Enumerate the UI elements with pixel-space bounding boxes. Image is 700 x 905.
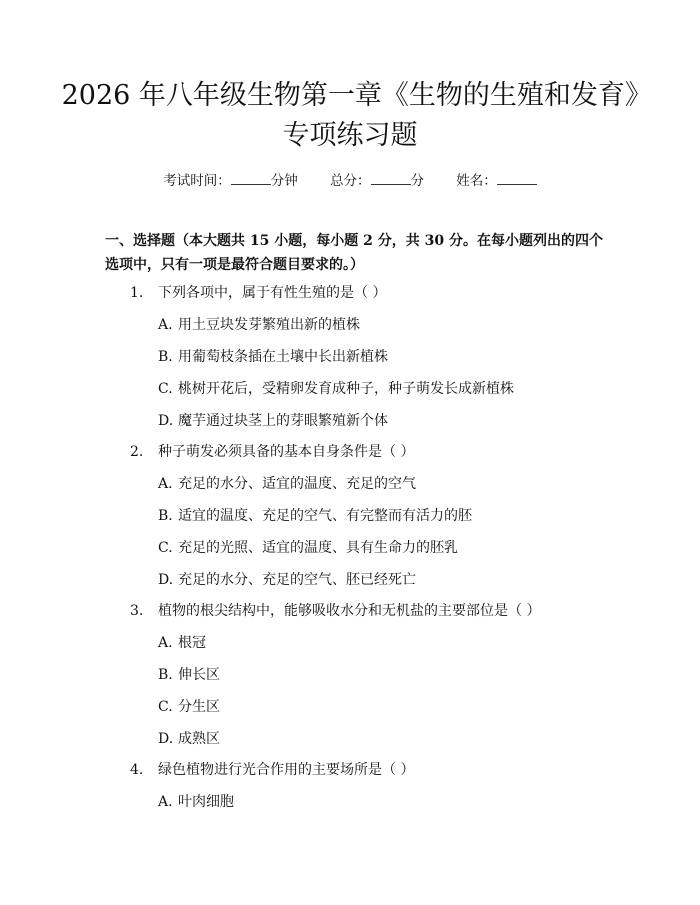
option-text: 充足的水分、适宜的温度、充足的空气 bbox=[178, 476, 416, 492]
page-title: 2026 年八年级生物第一章《生物的生殖和发育》专项练习题 bbox=[61, 80, 639, 151]
option-text: 伸长区 bbox=[178, 667, 220, 683]
option-label: B. bbox=[158, 667, 173, 683]
score-label: 总分： bbox=[330, 173, 371, 189]
question-text: 种子萌发必须具备的基本自身条件是（ ） bbox=[158, 444, 415, 460]
score-blank bbox=[371, 172, 411, 185]
option-text: 充足的光照、适宜的温度、具有生命力的胚乳 bbox=[178, 540, 458, 556]
option-text: 适宜的温度、充足的空气、有完整而有活力的胚 bbox=[178, 508, 472, 524]
option-text: 分生区 bbox=[178, 699, 220, 715]
time-label: 考试时间： bbox=[163, 173, 231, 189]
question-number: 3. bbox=[130, 603, 144, 619]
question-number: 2. bbox=[130, 444, 144, 460]
option-label: A. bbox=[158, 635, 173, 651]
time-blank bbox=[231, 172, 271, 185]
option-label: C. bbox=[158, 540, 173, 556]
name-field bbox=[456, 169, 537, 189]
question-text: 植物的根尖结构中，能够吸收水分和无机盐的主要部位是（ ） bbox=[158, 603, 541, 619]
question-text: 绿色植物进行光合作用的主要场所是（ ） bbox=[158, 762, 415, 778]
score-unit: 分 bbox=[410, 173, 424, 189]
option-label: C. bbox=[158, 381, 173, 397]
option-label: B. bbox=[158, 508, 173, 524]
question-text: 下列各项中，属于有性生殖的是（ ） bbox=[158, 285, 387, 301]
section-heading: 一、选择题（本大题共 15 小题，每小题 2 分，共 30 分。在每小题列出的四个选项中，只有一项是最符合题目要求的。） bbox=[105, 233, 603, 273]
option-text: 成熟区 bbox=[178, 731, 220, 747]
option-label: D. bbox=[158, 572, 174, 588]
option-text: 桃树开花后，受精卵发育成种子，种子萌发长成新植株 bbox=[178, 381, 514, 397]
option-label: A. bbox=[158, 476, 173, 492]
option-text: 根冠 bbox=[178, 635, 206, 651]
question-number: 1. bbox=[130, 285, 144, 301]
exam-time-field bbox=[163, 169, 298, 189]
name-label: 姓名： bbox=[456, 173, 497, 189]
time-unit: 分钟 bbox=[270, 173, 298, 189]
option-text: 叶肉细胞 bbox=[178, 794, 234, 810]
option-text: 用葡萄枝条插在土壤中长出新植株 bbox=[178, 349, 388, 365]
exam-info bbox=[0, 169, 700, 189]
option-label: A. bbox=[158, 794, 173, 810]
option-label: B. bbox=[158, 349, 173, 365]
option-label: C. bbox=[158, 699, 173, 715]
question-number: 4. bbox=[130, 762, 144, 778]
name-blank bbox=[497, 172, 537, 185]
total-score-field bbox=[330, 169, 424, 189]
option-label: A. bbox=[158, 317, 173, 333]
option-label: D. bbox=[158, 413, 174, 429]
option-text: 魔芋通过块茎上的芽眼繁殖新个体 bbox=[178, 413, 388, 429]
option-label: D. bbox=[158, 731, 174, 747]
option-text: 用土豆块发芽繁殖出新的植株 bbox=[178, 317, 360, 333]
option-text: 充足的水分、充足的空气、胚已经死亡 bbox=[178, 572, 416, 588]
